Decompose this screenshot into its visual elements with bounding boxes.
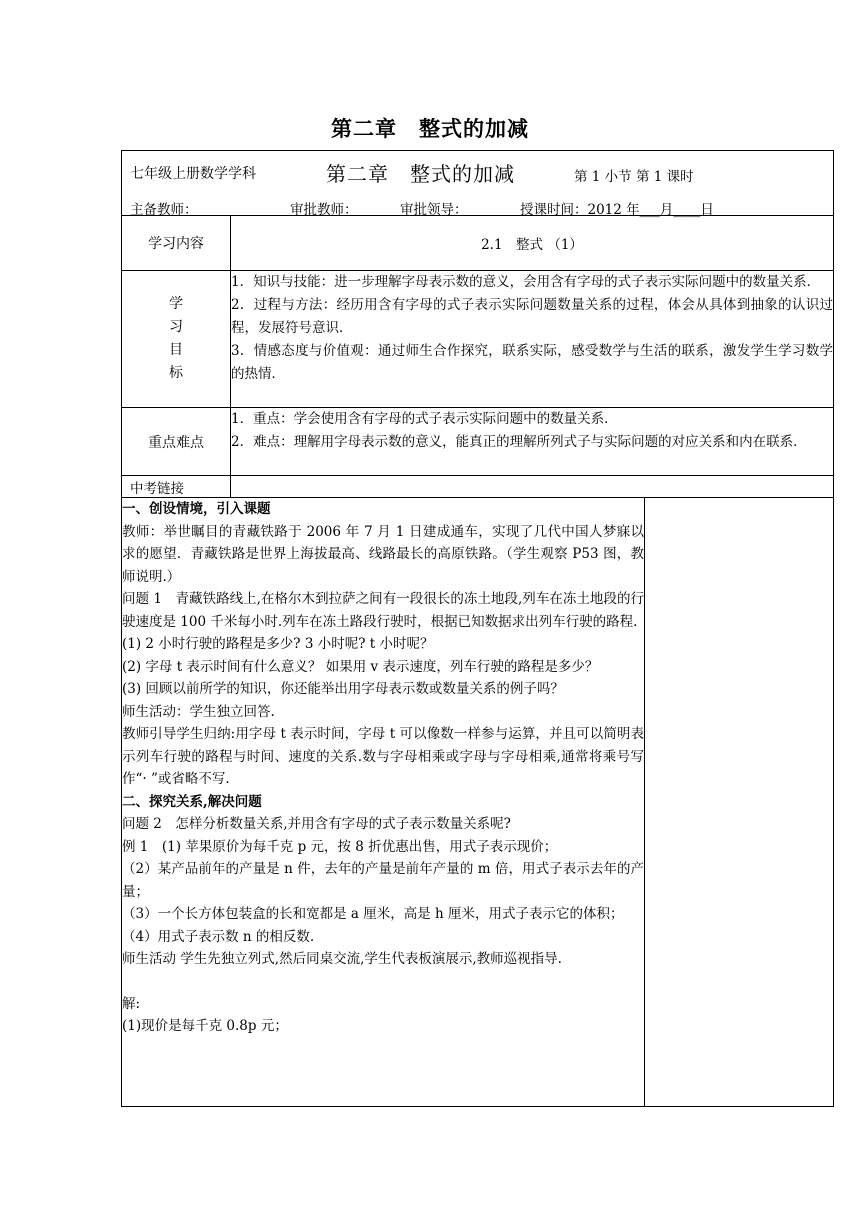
approver-field: 审批教师： [290,202,358,218]
teacher-field: 主备教师： [130,202,198,218]
paragraph: 问题 2 怎样分析数量关系,并用含有字母的式子表示数量关系呢? [122,816,511,832]
paragraph: 解: [122,995,141,1012]
section-heading: 一、创设情境，引入课题 [122,501,271,517]
paragraph: (1)现价是每千克 0.8p 元； [122,1018,288,1034]
goals-label: 学 习 目 标 [122,271,231,408]
paragraph: 问题 1 青藏铁路线上,在格尔木到拉萨之间有一段很长的冻土地段,列车在冻土地段的行驶速度是 100 千米每小时.列车在冻土路段行驶时，根据已知数据求出列车行驶的路程. [122,591,644,630]
exam-label: 中考链接 [122,476,231,498]
section-label: 第 1 小节 第 1 课时 [574,169,694,185]
paragraph: （2）某产品前年的产量是 n 件，去年的产量是前年产量的 m 倍，用式子表示去年的产量； [122,861,644,900]
paragraph: （4）用式子表示数 n 的相反数. [122,928,315,945]
lesson-plan-table [121,150,834,1107]
date-field: 授课时间：2012 年___月____日 [520,202,714,218]
goal-item: 1．知识与技能：进一步理解字母表示数的意义，会用含有字母的式子表示实际问题中的数量关系． [231,274,821,290]
subject-label: 七年级上册数学学科 [130,166,256,182]
paragraph: 师生活动 学生先独立列式,然后同桌交流,学生代表板演展示,教师巡视指导. [122,951,562,967]
page-title: 第二章 整式的加减 [331,116,529,141]
key-content [231,408,834,476]
paragraph: 教师引导学生归纳:用字母 t 表示时间，字母 t 可以像数一样参与运算，并且可以简明表示列车行驶的路程与时间、速度的关系.数与字母相乘或字母与字母相乘,通常将乘号写作“· ”或省略不写. [122,726,644,787]
paragraph: (3) 回顾以前所学的知识，你还能举出用字母表示数或数量关系的例子吗？ [122,681,564,697]
key-label: 重点难点 [122,408,231,476]
key-item: 2．难点：理解用字母表示数的意义，能真正的理解所列式子与实际问题的对应关系和内在联系． [231,434,807,450]
content-label: 学习内容 [122,216,231,271]
exam-content [231,476,834,498]
leader-field: 审批领导： [400,202,468,218]
paragraph: （3）一个长方体包装盒的长和宽都是 a 厘米，高是 h 厘米，用式子表示它的体积； [122,906,624,922]
goals-content [231,271,834,408]
paragraph: 例 1 (1) 苹果原价为每千克 p 元，按 8 折优惠出售，用式子表示现价； [122,838,558,855]
lesson-body [122,498,645,1107]
content-value: 2.1 整式 （1） [231,216,834,271]
chapter-label: 第二章 整式的加减 [326,162,515,186]
key-item: 1．重点：学会使用含有字母的式子表示实际问题中的数量关系． [231,411,618,427]
notes-column [645,498,834,1107]
paragraph: (1) 2 小时行驶的路程是多少? 3 小时呢? t 小时呢？ [122,636,434,652]
goal-item: 2．过程与方法：经历用含有字母的式子表示实际问题数量关系的过程，体会从具体到抽象的认识过程，发展符号意识． [231,297,834,336]
goal-item: 3．情感态度与价值观：通过师生合作探究，联系实际，感受数学与生活的联系，激发学生学习数学的热情． [231,343,834,382]
staff-line [130,198,714,218]
paragraph: 师生活动：学生独立回答. [122,703,275,720]
section-heading: 二、探究关系,解决问题 [122,793,262,810]
paragraph: (2) 字母 t 表示时间有什么意义？ 如果用 v 表示速度，列车行驶的路程是多少？ [122,658,599,675]
header-cell [122,151,834,216]
paragraph: 教师：举世瞩目的青藏铁路于 2006 年 7 月 1 日建成通车，实现了几代中国人梦寐以求的愿望．青藏铁路是世界上海拔最高、线路最长的高原铁路。（学生观察 P53 图，教师说明.） [122,523,644,585]
